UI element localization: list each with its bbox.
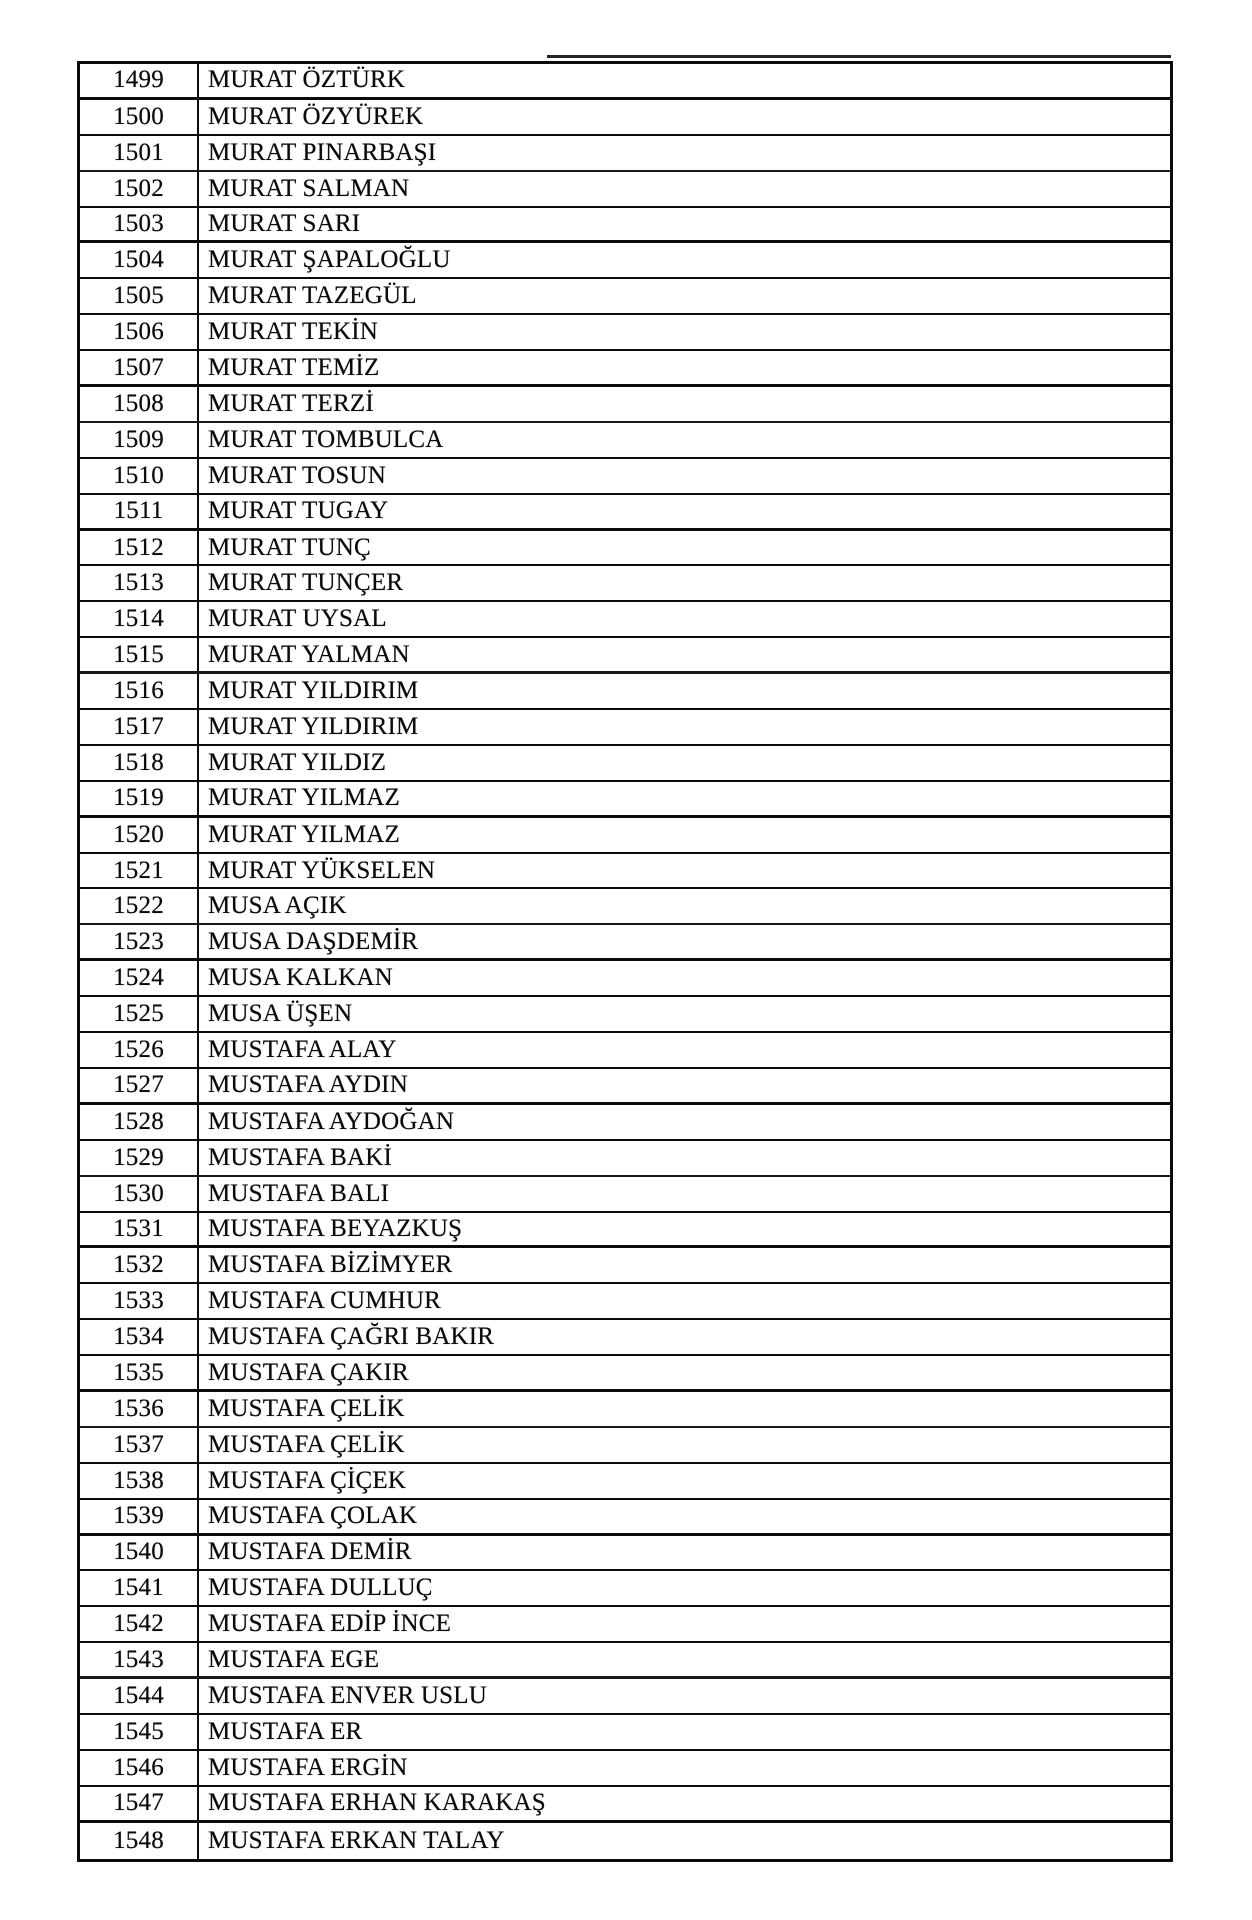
row-number: 1512	[80, 531, 199, 565]
row-name: MUSTAFA ÇAĞRI BAKIR	[208, 1323, 495, 1351]
row-number: 1504	[80, 243, 199, 277]
row-number: 1531	[80, 1213, 199, 1246]
row-name: MUSTAFA ÇOLAK	[208, 1502, 418, 1530]
table-row	[80, 1500, 1170, 1536]
table-row	[80, 1428, 1170, 1464]
row-name: MUSA KALKAN	[208, 964, 393, 992]
table-row	[80, 1823, 1170, 1859]
row-name: MUSTAFA ÇAKIR	[208, 1358, 409, 1386]
row-number: 1526	[80, 1033, 199, 1067]
row-number: 1519	[80, 782, 199, 815]
row-number: 1502	[80, 172, 199, 206]
row-name: MURAT TEKİN	[208, 318, 379, 346]
table-row	[80, 423, 1170, 459]
row-number: 1506	[80, 315, 199, 349]
row-number: 1529	[80, 1141, 199, 1175]
row-number: 1546	[80, 1751, 199, 1785]
row-number: 1503	[80, 208, 199, 241]
table-row	[80, 1069, 1170, 1105]
row-name: MUSTAFA DEMİR	[208, 1538, 412, 1566]
table-row	[80, 1571, 1170, 1607]
table-row	[80, 1248, 1170, 1284]
row-name: MUSTAFA BALI	[208, 1179, 390, 1207]
table-row	[80, 1284, 1170, 1320]
row-number: 1523	[80, 925, 199, 958]
row-number: 1500	[80, 100, 199, 134]
row-number: 1532	[80, 1248, 199, 1282]
table-row	[80, 1715, 1170, 1751]
table-row	[80, 531, 1170, 567]
table-row	[80, 1536, 1170, 1572]
row-number: 1501	[80, 136, 199, 170]
row-name: MUSTAFA AYDIN	[208, 1071, 408, 1099]
table-row	[80, 64, 1170, 100]
row-name: MURAT YILDIRIM	[208, 712, 419, 740]
row-number: 1510	[80, 459, 199, 493]
row-number: 1520	[80, 818, 199, 852]
table-row	[80, 1392, 1170, 1428]
table-row	[80, 315, 1170, 351]
row-number: 1525	[80, 997, 199, 1031]
row-name: MURAT YILMAZ	[208, 820, 400, 848]
scan-artifact-line	[547, 55, 1171, 58]
table-row	[80, 136, 1170, 172]
table-row	[80, 459, 1170, 495]
row-name: MURAT YÜKSELEN	[208, 856, 436, 884]
row-number: 1513	[80, 566, 199, 600]
table-row	[80, 1105, 1170, 1141]
table-row	[80, 351, 1170, 387]
row-number: 1542	[80, 1607, 199, 1641]
row-name: MUSTAFA ERGİN	[208, 1753, 408, 1781]
row-name: MUSTAFA ERHAN KARAKAŞ	[208, 1789, 546, 1817]
row-name: MURAT TOMBULCA	[208, 425, 444, 453]
row-name: MUSTAFA DULLUÇ	[208, 1574, 433, 1602]
row-name: MUSTAFA BİZİMYER	[208, 1251, 453, 1279]
table-row	[80, 1679, 1170, 1715]
table-row	[80, 854, 1170, 890]
row-name: MURAT TEMİZ	[208, 353, 380, 381]
row-name: MUSA DAŞDEMİR	[208, 927, 419, 955]
row-number: 1516	[80, 674, 199, 708]
row-number: 1548	[80, 1823, 199, 1859]
table-row	[80, 243, 1170, 279]
table-row	[80, 782, 1170, 818]
row-name: MURAT TUGAY	[208, 497, 389, 525]
row-number: 1524	[80, 961, 199, 995]
row-number: 1515	[80, 638, 199, 671]
row-number: 1539	[80, 1500, 199, 1533]
row-name: MURAT TUNÇ	[208, 533, 371, 561]
table-row	[80, 710, 1170, 746]
row-name: MURAT ÖZYÜREK	[208, 102, 424, 130]
row-number: 1541	[80, 1571, 199, 1605]
row-number: 1509	[80, 423, 199, 457]
row-number: 1537	[80, 1428, 199, 1462]
row-name: MURAT ŞAPALOĞLU	[208, 246, 451, 274]
row-name: MUSTAFA ER	[208, 1717, 363, 1745]
row-name: MUSTAFA AYDOĞAN	[208, 1107, 455, 1135]
row-number: 1545	[80, 1715, 199, 1749]
table-row	[80, 1213, 1170, 1249]
table-row	[80, 818, 1170, 854]
table-row	[80, 495, 1170, 531]
table-row	[80, 638, 1170, 674]
table-row	[80, 387, 1170, 423]
row-number: 1534	[80, 1320, 199, 1354]
table-row	[80, 1141, 1170, 1177]
row-name: MUSTAFA EDİP İNCE	[208, 1610, 452, 1638]
row-number: 1536	[80, 1392, 199, 1426]
row-name: MURAT YILMAZ	[208, 784, 400, 812]
table-row	[80, 1751, 1170, 1787]
row-name: MUSTAFA ENVER USLU	[208, 1682, 487, 1710]
row-name: MUSTAFA ÇİÇEK	[208, 1466, 407, 1494]
row-number: 1547	[80, 1787, 199, 1820]
roster-table	[77, 61, 1173, 1862]
row-name: MUSTAFA ALAY	[208, 1035, 397, 1063]
row-name: MURAT YILDIZ	[208, 748, 387, 776]
table-row	[80, 997, 1170, 1033]
table-row	[80, 1464, 1170, 1500]
table-row	[80, 1643, 1170, 1679]
row-name: MURAT TOSUN	[208, 461, 386, 489]
table-row	[80, 1033, 1170, 1069]
row-name: MUSTAFA ERKAN TALAY	[208, 1826, 505, 1854]
row-name: MUSTAFA ÇELİK	[208, 1430, 405, 1458]
row-number: 1530	[80, 1177, 199, 1211]
row-name: MUSTAFA CUMHUR	[208, 1287, 442, 1315]
row-name: MUSA AÇIK	[208, 892, 347, 920]
row-name: MURAT PINARBAŞI	[208, 138, 437, 166]
row-name: MURAT TUNÇER	[208, 569, 404, 597]
row-name: MURAT ÖZTÜRK	[208, 66, 406, 94]
row-number: 1521	[80, 854, 199, 888]
row-name: MURAT YALMAN	[208, 640, 410, 668]
table-row	[80, 1607, 1170, 1643]
row-number: 1507	[80, 351, 199, 384]
row-number: 1518	[80, 746, 199, 780]
table-row	[80, 889, 1170, 925]
row-name: MURAT SALMAN	[208, 174, 410, 202]
row-number: 1528	[80, 1105, 199, 1139]
table-row	[80, 208, 1170, 244]
row-number: 1543	[80, 1643, 199, 1676]
row-name: MURAT SARI	[208, 210, 361, 237]
table-row	[80, 279, 1170, 315]
table-row	[80, 1320, 1170, 1356]
table-row	[80, 746, 1170, 782]
row-number: 1505	[80, 279, 199, 313]
row-number: 1533	[80, 1284, 199, 1318]
row-number: 1522	[80, 889, 199, 923]
row-number: 1511	[80, 495, 199, 528]
table-row	[80, 1356, 1170, 1392]
row-number: 1517	[80, 710, 199, 744]
row-name: MUSTAFA EGE	[208, 1645, 380, 1673]
row-number: 1544	[80, 1679, 199, 1713]
table-row	[80, 1787, 1170, 1823]
table-row	[80, 100, 1170, 136]
row-name: MUSTAFA BAKİ	[208, 1143, 392, 1171]
row-number: 1535	[80, 1356, 199, 1389]
row-name: MURAT YILDIRIM	[208, 677, 419, 705]
row-number: 1514	[80, 602, 199, 636]
table-row	[80, 602, 1170, 638]
table-row	[80, 566, 1170, 602]
row-name: MURAT TERZİ	[208, 389, 374, 417]
row-name: MUSTAFA ÇELİK	[208, 1394, 405, 1422]
row-number: 1499	[80, 64, 199, 97]
row-name: MUSTAFA BEYAZKUŞ	[208, 1214, 463, 1242]
table-row	[80, 172, 1170, 208]
table-row	[80, 961, 1170, 997]
row-name: MURAT TAZEGÜL	[208, 282, 417, 310]
row-name: MUSA ÜŞEN	[208, 1000, 353, 1028]
table-row	[80, 1177, 1170, 1213]
row-name: MURAT UYSAL	[208, 605, 387, 633]
row-number: 1527	[80, 1069, 199, 1102]
table-row	[80, 925, 1170, 961]
row-number: 1538	[80, 1464, 199, 1498]
row-number: 1540	[80, 1536, 199, 1570]
table-row	[80, 674, 1170, 710]
row-number: 1508	[80, 387, 199, 421]
